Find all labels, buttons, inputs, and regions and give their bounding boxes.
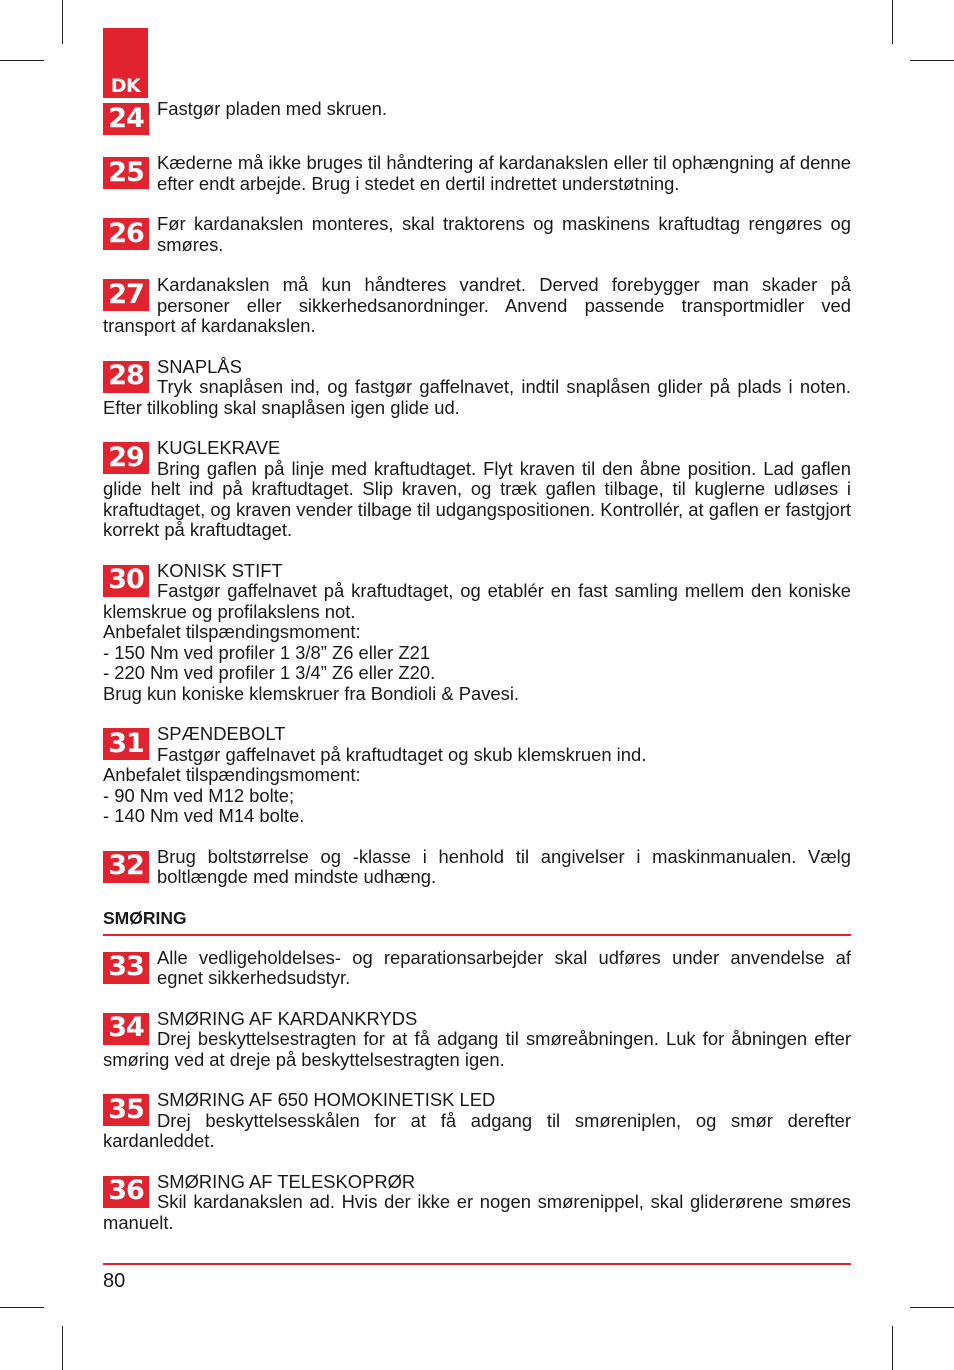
step-number-badge: 29 bbox=[103, 442, 149, 474]
instruction-text bbox=[103, 1009, 851, 1071]
instruction-text bbox=[103, 948, 851, 989]
instruction-text bbox=[103, 724, 851, 827]
instruction-entry bbox=[103, 1009, 851, 1071]
instruction-text bbox=[103, 438, 851, 541]
instruction-line: Fastgør pladen med skruen. bbox=[157, 98, 387, 119]
step-number-badge: 24 bbox=[103, 103, 149, 135]
instruction-line: - 90 Nm ved M12 bolte; bbox=[103, 784, 295, 806]
instruction-line: - 150 Nm ved profiler 1 3/8” Z6 eller Z21 bbox=[103, 641, 431, 663]
instruction-line: - 220 Nm ved profiler 1 3/4” Z6 eller Z20. bbox=[103, 662, 436, 683]
instruction-entry bbox=[103, 561, 851, 705]
crop-mark bbox=[910, 60, 954, 61]
instruction-line: Drej beskyttelsesskålen for at få adgang til smøreniplen, og smør derefter kardanleddet. bbox=[103, 1109, 851, 1151]
instruction-text bbox=[103, 847, 851, 888]
instruction-line: SPÆNDEBOLT bbox=[157, 723, 286, 744]
page-number: 80 bbox=[103, 1270, 126, 1292]
step-number-badge: 30 bbox=[103, 565, 149, 597]
crop-mark bbox=[892, 0, 893, 44]
instruction-line: Drej beskyttelsestragten for at få adgang til smøreåbningen. Luk for åbningen efter smøring ved at dreje på beskyttelsestragten igen. bbox=[103, 1028, 851, 1070]
instruction-entry bbox=[103, 1172, 851, 1234]
instruction-line: - 140 Nm ved M14 bolte. bbox=[103, 805, 305, 826]
instruction-line: SNAPLÅS bbox=[157, 355, 242, 377]
crop-mark bbox=[62, 1326, 63, 1370]
instruction-line: Bring gaflen på linje med kraftudtaget. Flyt kraven til den åbne position. Lad gaflen glide helt ind på kraftudtaget. Slip kraven, og træk gaflen tilbage, til kuglerne udløses i kraftudtaget, og kraven vender tilbage til udgangspositionen. Kontrollér, at gaflen er fastgjort korrekt på kraftudtaget. bbox=[103, 457, 851, 540]
instruction-text bbox=[103, 561, 851, 705]
instruction-entry bbox=[103, 948, 851, 989]
instruction-line: KUGLEKRAVE bbox=[157, 437, 281, 458]
instruction-text bbox=[103, 99, 851, 120]
language-tab: DK bbox=[103, 28, 148, 98]
instruction-line: Alle vedligeholdelses- og reparationsarbejder skal udføres under anvendelse af egnet sikkerhedsudstyr. bbox=[157, 946, 851, 988]
instruction-entry bbox=[103, 724, 851, 827]
instruction-line: Anbefalet tilspændingsmoment: bbox=[103, 621, 361, 642]
instruction-entry bbox=[103, 153, 851, 194]
instruction-text bbox=[103, 1172, 851, 1234]
instruction-line: SMØRING AF 650 HOMOKINETISK LED bbox=[157, 1089, 496, 1110]
instruction-list-lubrication bbox=[103, 948, 851, 1234]
step-number-badge: 36 bbox=[103, 1176, 149, 1208]
crop-mark bbox=[62, 0, 63, 44]
step-number-badge: 31 bbox=[103, 728, 149, 760]
manual-content bbox=[103, 99, 851, 1253]
instruction-text bbox=[103, 357, 851, 419]
instruction-entry bbox=[103, 1090, 851, 1152]
instruction-list bbox=[103, 99, 851, 888]
instruction-entry bbox=[103, 99, 851, 133]
instruction-line: Fastgør gaffelnavet på kraftudtaget og skub klemskruen ind. bbox=[157, 743, 647, 765]
crop-mark bbox=[910, 1307, 954, 1308]
instruction-entry bbox=[103, 357, 851, 419]
instruction-line: Kardanakslen må kun håndteres vandret. Derved forebygger man skader på personer eller sikkerhedsanordninger. Anvend passende transportmidler ved transport af kardanakslen. bbox=[103, 274, 851, 336]
instruction-entry bbox=[103, 438, 851, 541]
instruction-line: Kæderne må ikke bruges til håndtering af kardanakslen eller til ophængning af denne efter endt arbejde. Brug i stedet en dertil indrettet understøtning. bbox=[157, 152, 851, 194]
step-number-badge: 27 bbox=[103, 279, 149, 311]
step-number-badge: 35 bbox=[103, 1094, 149, 1126]
instruction-line: SMØRING AF KARDANKRYDS bbox=[157, 1007, 418, 1029]
step-number-badge: 34 bbox=[103, 1013, 149, 1045]
instruction-line: KONISK STIFT bbox=[157, 559, 283, 581]
crop-mark bbox=[892, 1326, 893, 1370]
instruction-text bbox=[103, 214, 851, 255]
instruction-entry bbox=[103, 214, 851, 255]
instruction-line: Fastgør gaffelnavet på kraftudtaget, og etablér en fast samling mellem den koniske klemskrue og profilakslens not. bbox=[103, 580, 851, 622]
instruction-text bbox=[103, 1090, 851, 1152]
step-number-badge: 26 bbox=[103, 218, 149, 250]
crop-mark bbox=[0, 1307, 44, 1308]
instruction-line: Tryk snaplåsen ind, og fastgør gaffelnavet, indtil snaplåsen glider på plads i noten. Efter tilkobling skal snaplåsen igen glide ud. bbox=[103, 376, 851, 418]
step-number-badge: 28 bbox=[103, 361, 149, 393]
instruction-line: Brug boltstørrelse og -klasse i henhold til angivelser i maskinmanualen. Vælg boltlængde med mindste udhæng. bbox=[157, 845, 851, 887]
crop-mark bbox=[0, 60, 44, 61]
instruction-text bbox=[103, 153, 851, 194]
instruction-line: Anbefalet tilspændingsmoment: bbox=[103, 764, 361, 785]
instruction-entry bbox=[103, 847, 851, 888]
step-number-badge: 33 bbox=[103, 952, 149, 984]
section-title: SMØRING bbox=[103, 908, 851, 936]
instruction-line: SMØRING AF TELESKOPRØR bbox=[157, 1170, 416, 1192]
instruction-line: Skil kardanakslen ad. Hvis der ikke er nogen smørenippel, skal gliderørene smøres manuelt. bbox=[103, 1191, 851, 1233]
instruction-entry bbox=[103, 275, 851, 337]
step-number-badge: 25 bbox=[103, 157, 149, 189]
footer-rule bbox=[103, 1263, 851, 1265]
step-number-badge: 32 bbox=[103, 851, 149, 883]
instruction-line: Brug kun koniske klemskruer fra Bondioli & Pavesi. bbox=[103, 682, 520, 704]
instruction-line: Før kardanakslen monteres, skal traktorens og maskinens kraftudtag rengøres og smøres. bbox=[157, 213, 851, 255]
instruction-text bbox=[103, 275, 851, 337]
